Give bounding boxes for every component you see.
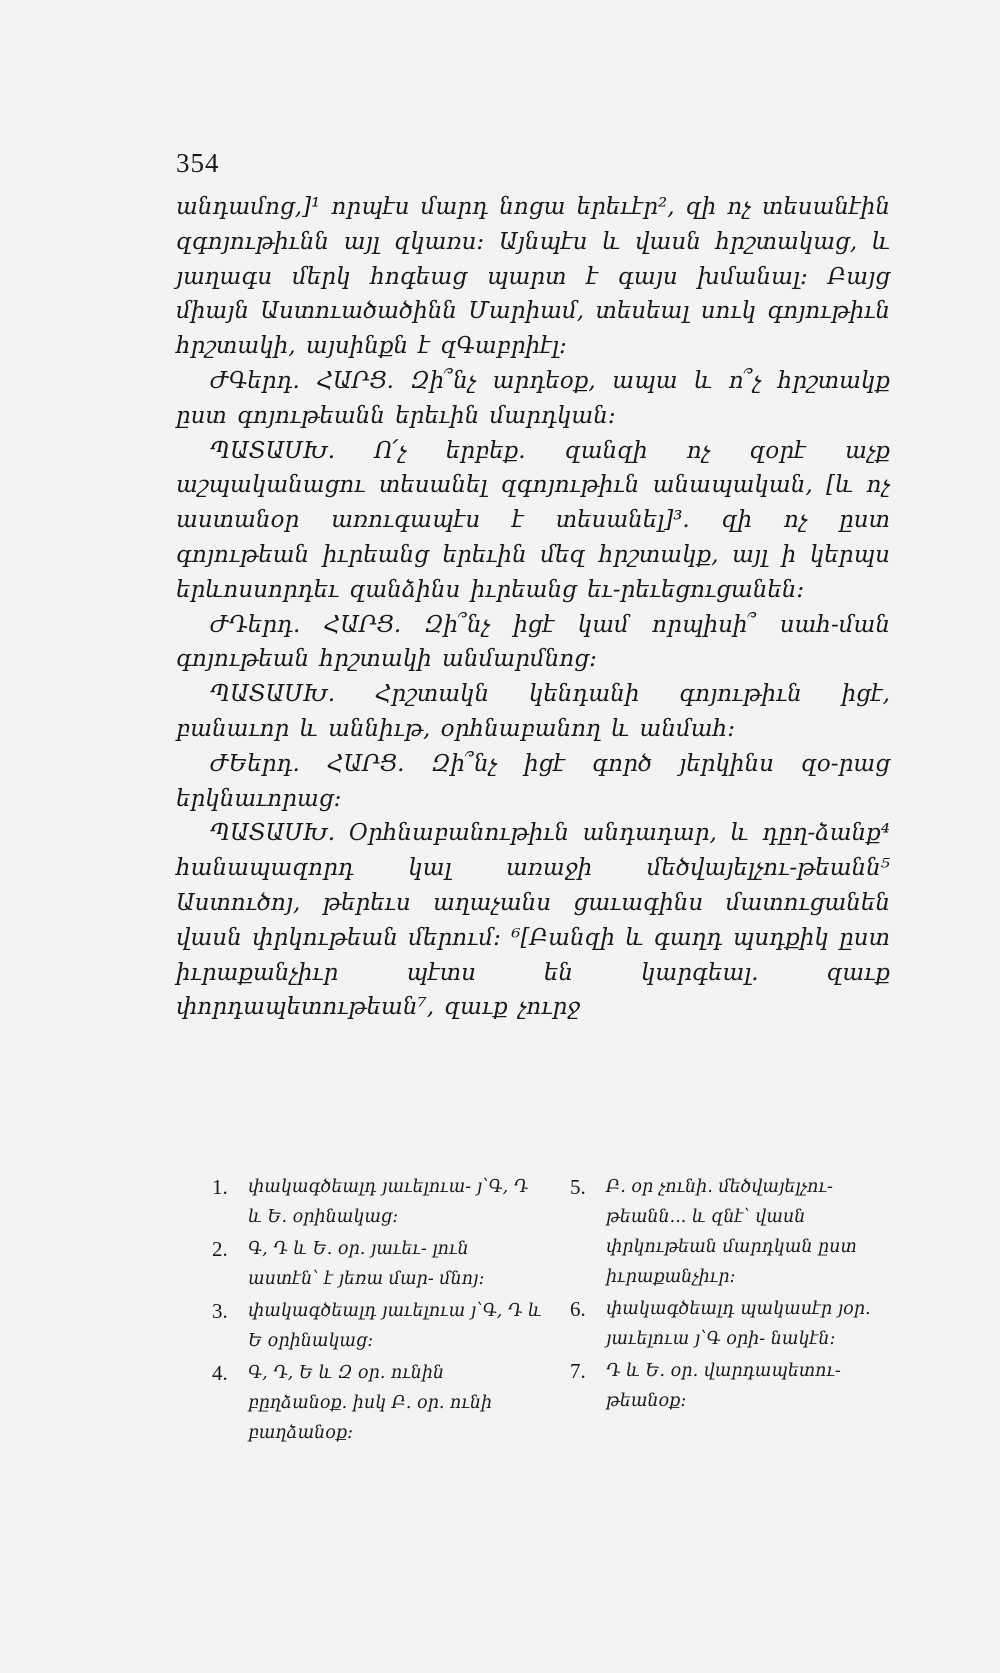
footnote-text: Դ և Ե. օր. վարդապետու- թեանօք։: [606, 1361, 841, 1411]
footnotes: [212, 1172, 902, 1450]
paragraph: ՊԱՏԱՍԽ. Ո՛չ երբեք. զանզի ոչ զօրէ աչք աշպականացու տեսանել զգոյութիւն անապական, [և ոչ աստանօր առուգապէս է տեսանել]³. զի ոչ ըստ գոյութեան իւրեանց երեւին մեզ հրշտակք, այլ ի կերպս երևոսսորդեւ զանձինս իւրեանց եւ-րեւեցուցանեն։: [176, 437, 890, 603]
page-number: 354: [176, 148, 220, 178]
footnote-number: 2.: [212, 1237, 228, 1261]
footnote-number: 6.: [570, 1297, 586, 1321]
paragraph: ՊԱՏԱՍԽ. Հրշտակն կենդանի գոյութիւն իցէ, բանաւոր և աննիւթ, օրհնաբանող և անմահ։: [176, 681, 890, 742]
footnote-text: փակագծեալդ պակասէր յօր. յաւելուա յ՝Գ օրի- նակէն։: [606, 1299, 871, 1349]
footnote: [570, 1294, 902, 1354]
footnote-number: 4.: [212, 1361, 228, 1385]
footnote: [212, 1358, 544, 1448]
footnote-number: 1.: [212, 1175, 228, 1199]
footnote-text: Գ, Դ, Ե և Զ օր. ունին բըղձանօք. իսկ Բ. օր. ունի բաղձանօք։: [248, 1363, 493, 1443]
footnote-text: Բ. օր չունի. մեծվայելչու- թեանն... և զնէ՝ վասն փրկութեան մարդկան ըստ իւրաքանչիւր։: [606, 1177, 857, 1287]
paragraph: ԺԳերդ. ՀԱՐՑ. Զի՞նչ արդեօք, ապա և ո՞չ հրշտակք ըստ գոյութեանն երեւին մարդկան։: [176, 367, 890, 429]
footnote-text: փակագծեալդ յաւելուա յ՝Գ, Դ և Ե օրինակաց։: [248, 1301, 542, 1351]
footnotes-right-column: [570, 1172, 902, 1450]
paragraph: ԺԵերդ. ՀԱՐՑ. Զի՞նչ իցէ գործ յերկինս զօ-րաց երկնաւորաց։: [176, 750, 890, 812]
footnote-text: փակագծեալդ յաւելուա- յ՝Գ, Դ և Ե. օրինակաց։: [248, 1177, 529, 1227]
main-text: [176, 190, 890, 1025]
footnote: [570, 1356, 902, 1416]
footnote: [570, 1172, 902, 1292]
footnote: [212, 1234, 544, 1294]
footnote-text: Գ, Դ և Ե. օր. յաւեւ- լուն աստէն՝ է յեռա մար- մնոյ։: [248, 1239, 485, 1289]
footnotes-left-column: [212, 1172, 544, 1450]
paragraph: անդամոց,]¹ որպէս մարդ նոցա երեւէր², զի ոչ տեսանէին զգոյութիւնն այլ զկառս։ Այնպէս և վասն հրշտակաց, և յաղագս մերկ հոգեաց պարտ է գայս խմանալ։ Բայց միայն Աստուածածինն Մարիամ, տեսեալ սուկ գոյութիւն հրշտակի, այսինքն է զԳաբրիէլ։: [176, 194, 890, 360]
footnote-number: 7.: [570, 1359, 586, 1383]
footnote-number: 5.: [570, 1175, 586, 1199]
paragraph: ԺԴերդ. ՀԱՐՑ. Զի՞նչ իցէ կամ որպիսի՞ սահ-ման գոյութեան հրշտակի անմարմնոց։: [176, 611, 890, 673]
footnote-number: 3.: [212, 1299, 228, 1323]
footnote: [212, 1172, 544, 1232]
paragraph: ՊԱՏԱՍԽ. Օրհնաբանութիւն անդադար, և դըղ-ձանք⁴ հանապազորդ կալ առաջի մեծվայելչու-թեանն⁵ Աստուծոյ, թերեւս աղաչանս ցաւագինս մատուցանեն վասն փրկութեան մերում։ ⁶[Բանզի և գաղդ պսդքիկ ըստ իւրաքանչիւր պէտս են կարգեալ. զաւք փորդապետութեան⁷, զաւք չուրջ: [176, 820, 890, 1021]
footnote: [212, 1296, 544, 1356]
